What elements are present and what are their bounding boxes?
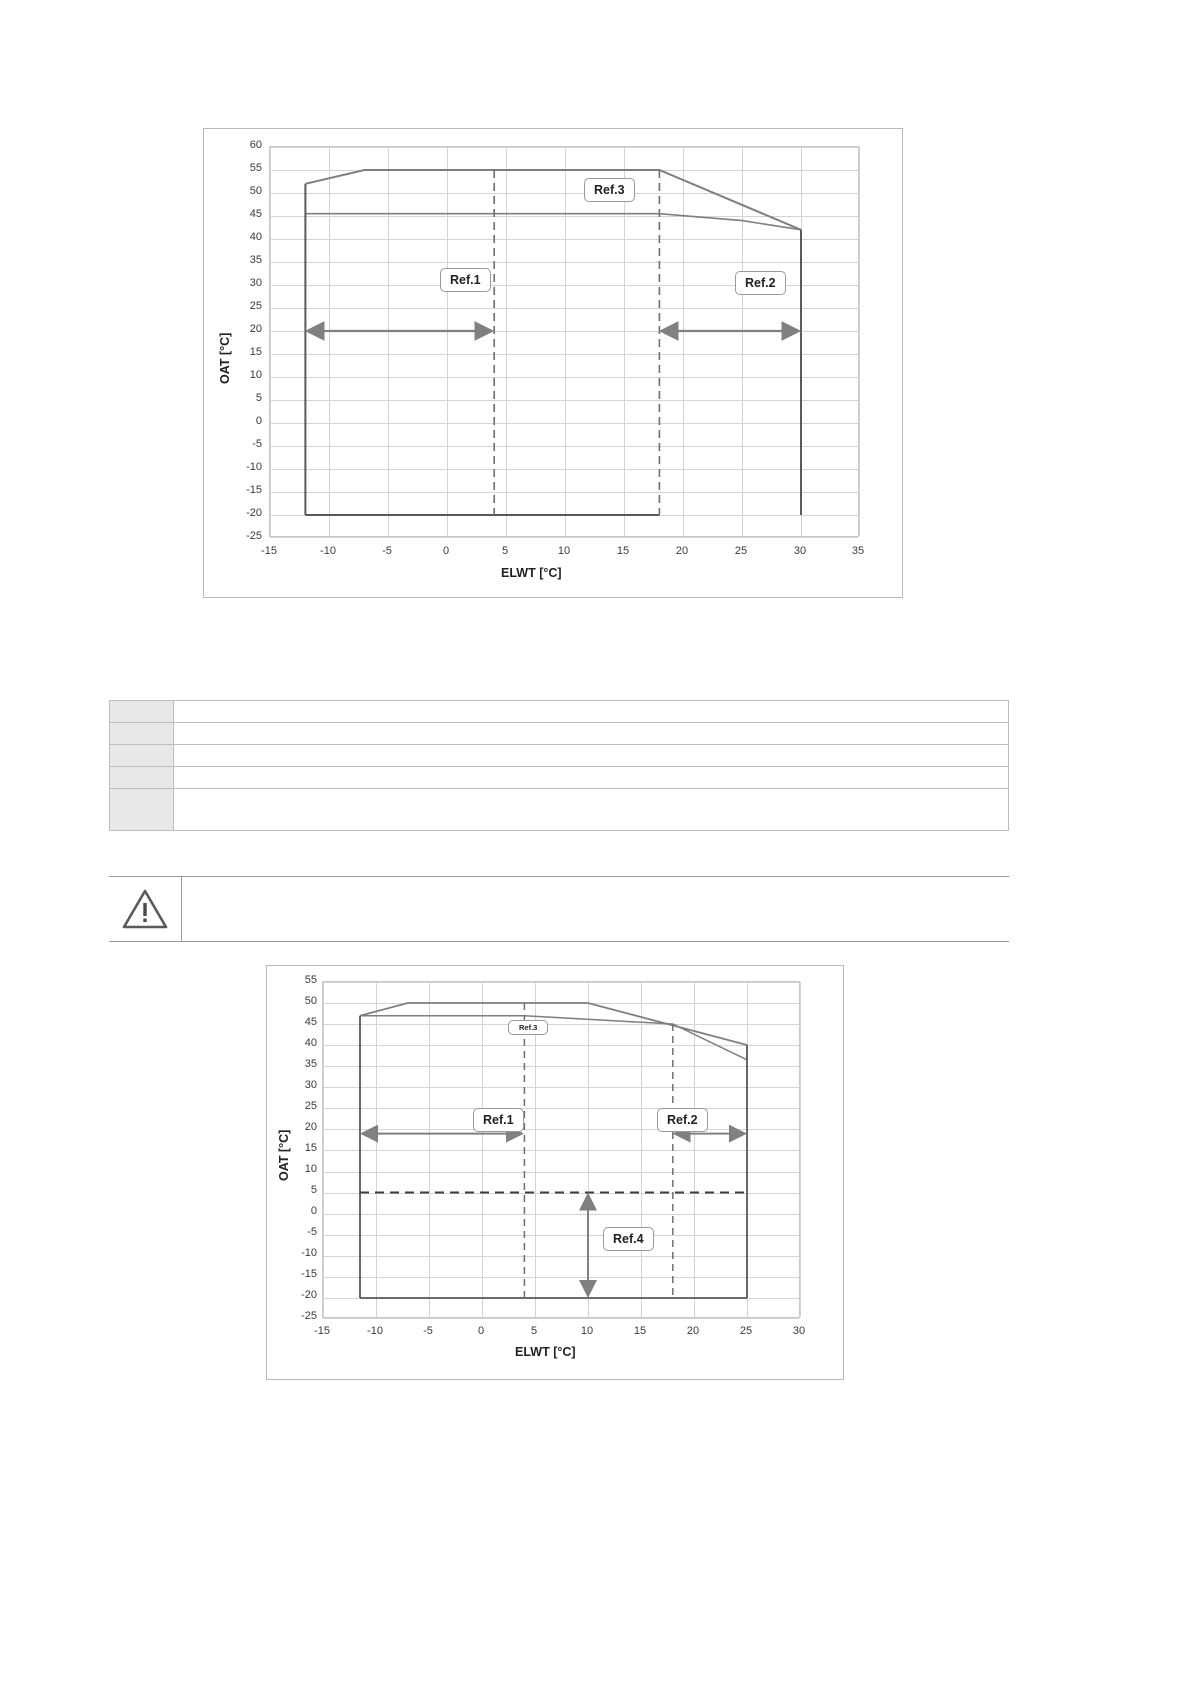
table-row — [110, 789, 1009, 831]
y-tick: 55 — [249, 162, 262, 174]
series-secondary-envelope — [305, 214, 801, 230]
x-tick: 20 — [675, 545, 689, 557]
chart-series-overlay-bottom — [323, 982, 801, 1319]
table-cell-value — [174, 745, 1009, 767]
x-tick: 25 — [739, 1325, 753, 1337]
annotation-ref3: Ref.3 — [584, 178, 635, 202]
chart-series-overlay-top — [270, 147, 860, 538]
series-upper-envelope — [360, 1003, 747, 1045]
table-cell-key — [110, 767, 174, 789]
plot-area-top — [269, 146, 859, 537]
y-tick: 60 — [249, 139, 262, 151]
y-tick: 55 — [304, 974, 317, 986]
table-row — [110, 767, 1009, 789]
y-tick: 45 — [304, 1016, 317, 1028]
table-cell-value — [174, 789, 1009, 831]
table-cell-key — [110, 701, 174, 723]
table-cell-key — [110, 723, 174, 745]
annotation-ref1: Ref.1 — [440, 268, 491, 292]
y-tick: 15 — [249, 346, 262, 358]
x-tick: 15 — [633, 1325, 647, 1337]
x-tick: -15 — [261, 545, 277, 557]
y-tick: 20 — [249, 323, 262, 335]
x-tick: -10 — [320, 545, 336, 557]
y-tick: 5 — [310, 1184, 317, 1196]
y-tick: 10 — [304, 1163, 317, 1175]
y-tick: -10 — [301, 1247, 317, 1259]
x-tick: 10 — [557, 545, 571, 557]
y-tick: -5 — [252, 438, 262, 450]
warning-triangle-icon — [122, 888, 168, 930]
y-tick: 20 — [304, 1121, 317, 1133]
x-tick: 5 — [501, 545, 509, 557]
warning-text — [181, 877, 1009, 941]
y-tick: 10 — [249, 369, 262, 381]
annotation-ref1: Ref.1 — [473, 1108, 524, 1132]
x-tick: 35 — [851, 545, 865, 557]
table-cell-value — [174, 723, 1009, 745]
warning-block — [109, 876, 1009, 942]
y-tick: 50 — [249, 185, 262, 197]
annotation-ref3: Ref.3 — [508, 1020, 548, 1035]
x-tick: 20 — [686, 1325, 700, 1337]
x-tick: -10 — [367, 1325, 383, 1337]
y-tick: 25 — [249, 300, 262, 312]
y-tick: 30 — [304, 1079, 317, 1091]
y-tick: -15 — [246, 484, 262, 496]
x-tick: -15 — [314, 1325, 330, 1337]
table-cell-value — [174, 767, 1009, 789]
x-tick: -5 — [423, 1325, 433, 1337]
series-upper-envelope — [305, 170, 801, 230]
y-tick: 15 — [304, 1142, 317, 1154]
series-secondary-envelope — [360, 1016, 747, 1060]
annotation-ref4: Ref.4 — [603, 1227, 654, 1251]
y-tick: 40 — [249, 231, 262, 243]
y-tick: 50 — [304, 995, 317, 1007]
y-tick: 0 — [255, 415, 262, 427]
x-tick: 15 — [616, 545, 630, 557]
y-tick: -15 — [301, 1268, 317, 1280]
spec-table — [109, 700, 1009, 831]
table-row — [110, 723, 1009, 745]
y-tick: 40 — [304, 1037, 317, 1049]
plot-area-bottom — [322, 981, 800, 1318]
table-cell-key — [110, 745, 174, 767]
y-tick: -5 — [307, 1226, 317, 1238]
warning-icon-cell — [109, 877, 181, 941]
x-tick: 5 — [530, 1325, 538, 1337]
y-tick: 30 — [249, 277, 262, 289]
chart-card-top — [203, 128, 903, 598]
x-axis-title: ELWT [°C] — [515, 1345, 576, 1359]
y-axis-title: OAT [°C] — [218, 332, 232, 384]
y-tick: -10 — [246, 461, 262, 473]
y-tick: 0 — [310, 1205, 317, 1217]
y-tick: -25 — [301, 1310, 317, 1322]
chart-card-bottom — [266, 965, 844, 1380]
table-cell-value — [174, 701, 1009, 723]
y-tick: 5 — [255, 392, 262, 404]
y-tick: 35 — [249, 254, 262, 266]
y-tick: 35 — [304, 1058, 317, 1070]
x-tick: 0 — [442, 545, 450, 557]
x-tick: 25 — [734, 545, 748, 557]
x-tick: 30 — [792, 1325, 806, 1337]
y-tick: -20 — [301, 1289, 317, 1301]
y-axis-title: OAT [°C] — [277, 1129, 291, 1181]
y-tick: -20 — [246, 507, 262, 519]
y-tick: -25 — [246, 530, 262, 542]
x-tick: 10 — [580, 1325, 594, 1337]
x-axis-title: ELWT [°C] — [501, 566, 562, 580]
annotation-ref2: Ref.2 — [735, 271, 786, 295]
table-row — [110, 701, 1009, 723]
y-tick: 25 — [304, 1100, 317, 1112]
annotation-ref2: Ref.2 — [657, 1108, 708, 1132]
table-row — [110, 745, 1009, 767]
y-tick: 45 — [249, 208, 262, 220]
x-tick: 0 — [477, 1325, 485, 1337]
table-cell-key — [110, 789, 174, 831]
x-tick: -5 — [382, 545, 392, 557]
x-tick: 30 — [793, 545, 807, 557]
